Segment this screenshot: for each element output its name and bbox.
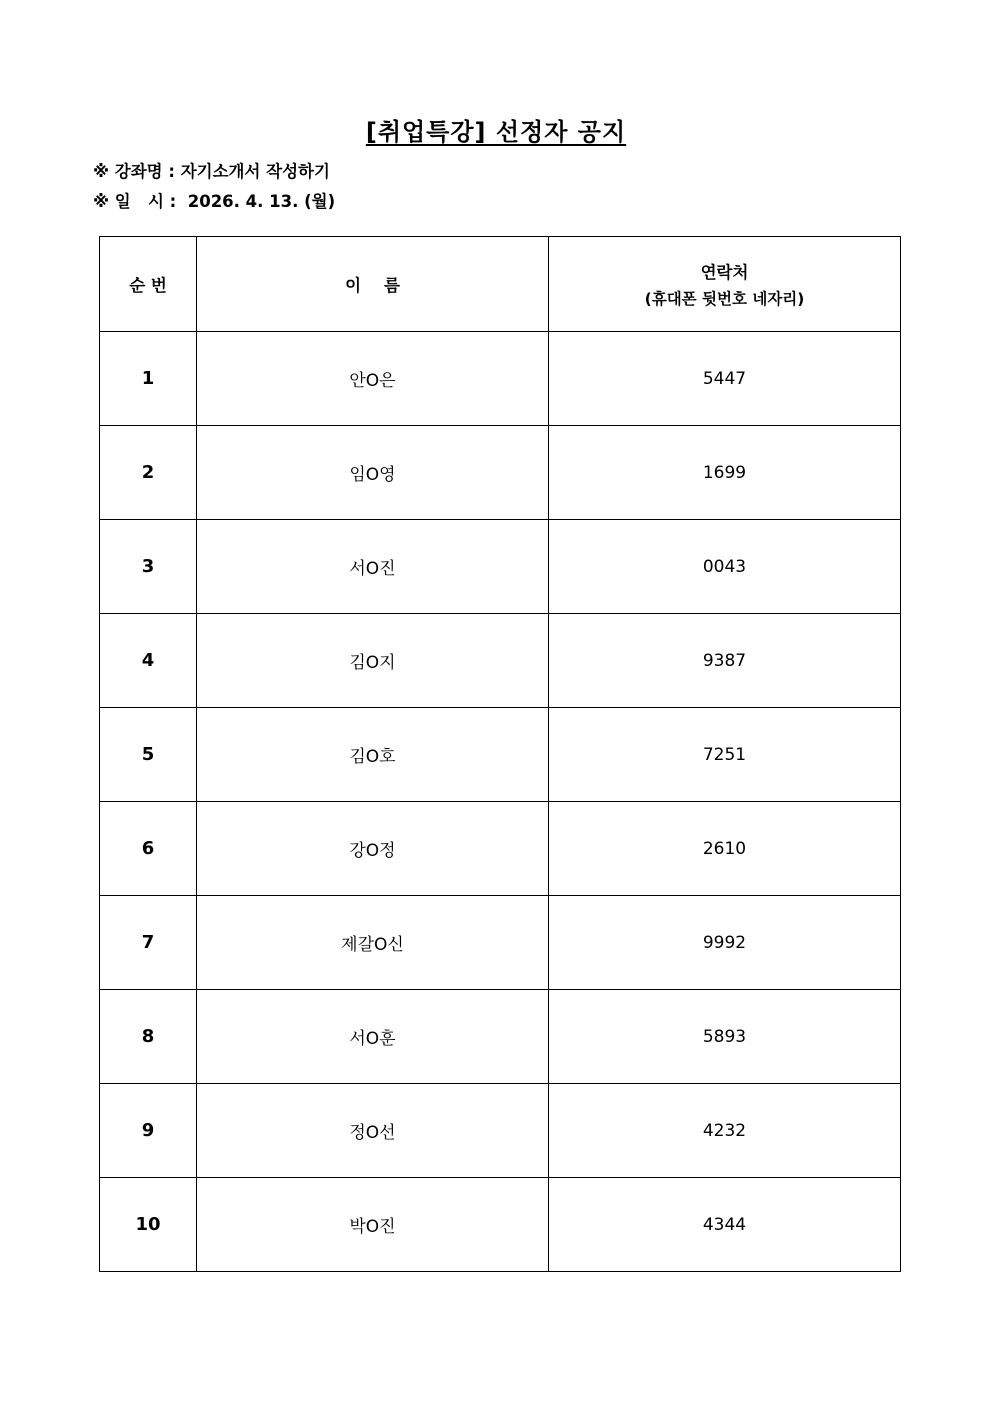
row-name: 김O호 bbox=[197, 708, 549, 802]
row-phone: 7251 bbox=[549, 708, 901, 802]
header-contact-label: 연락처 bbox=[700, 263, 749, 282]
row-name: 서O훈 bbox=[197, 990, 549, 1084]
page-title-text: [취업특강] 선정자 공지 bbox=[365, 118, 627, 146]
table-row bbox=[100, 614, 901, 708]
table-row bbox=[100, 426, 901, 520]
row-name: 서O진 bbox=[197, 520, 549, 614]
header-contact-sublabel: (휴대폰 뒷번호 네자리) bbox=[644, 290, 805, 308]
row-number: 4 bbox=[100, 614, 197, 708]
row-phone: 1699 bbox=[549, 426, 901, 520]
row-number: 1 bbox=[100, 332, 197, 426]
row-number: 3 bbox=[100, 520, 197, 614]
table-row bbox=[100, 1178, 901, 1272]
table-row bbox=[100, 708, 901, 802]
course-name-line: ※ 강좌명 : 자기소개서 작성하기 bbox=[93, 162, 330, 181]
row-phone: 9387 bbox=[549, 614, 901, 708]
table-row bbox=[100, 332, 901, 426]
header-contact bbox=[549, 237, 901, 332]
selected-participants-table bbox=[99, 236, 901, 1272]
row-number: 2 bbox=[100, 426, 197, 520]
row-name: 강O정 bbox=[197, 802, 549, 896]
row-phone: 4232 bbox=[549, 1084, 901, 1178]
table-row bbox=[100, 520, 901, 614]
table-header-row bbox=[100, 237, 901, 332]
row-number: 10 bbox=[100, 1178, 197, 1272]
table-row bbox=[100, 896, 901, 990]
row-phone: 2610 bbox=[549, 802, 901, 896]
row-number: 5 bbox=[100, 708, 197, 802]
table-row bbox=[100, 802, 901, 896]
row-number: 7 bbox=[100, 896, 197, 990]
table-row bbox=[100, 990, 901, 1084]
row-phone: 9992 bbox=[549, 896, 901, 990]
row-number: 8 bbox=[100, 990, 197, 1084]
row-name: 정O선 bbox=[197, 1084, 549, 1178]
row-name: 임O영 bbox=[197, 426, 549, 520]
row-phone: 0043 bbox=[549, 520, 901, 614]
header-name: 이 름 bbox=[197, 237, 549, 332]
row-name: 박O진 bbox=[197, 1178, 549, 1272]
page-title bbox=[0, 112, 992, 147]
row-name: 안O은 bbox=[197, 332, 549, 426]
row-name: 제갈O신 bbox=[197, 896, 549, 990]
date-line: ※ 일 시 : 2026. 4. 13. (월) bbox=[93, 192, 336, 211]
row-name: 김O지 bbox=[197, 614, 549, 708]
row-number: 9 bbox=[100, 1084, 197, 1178]
row-phone: 4344 bbox=[549, 1178, 901, 1272]
row-number: 6 bbox=[100, 802, 197, 896]
row-phone: 5893 bbox=[549, 990, 901, 1084]
header-no: 순 번 bbox=[100, 237, 197, 332]
row-phone: 5447 bbox=[549, 332, 901, 426]
table-row bbox=[100, 1084, 901, 1178]
